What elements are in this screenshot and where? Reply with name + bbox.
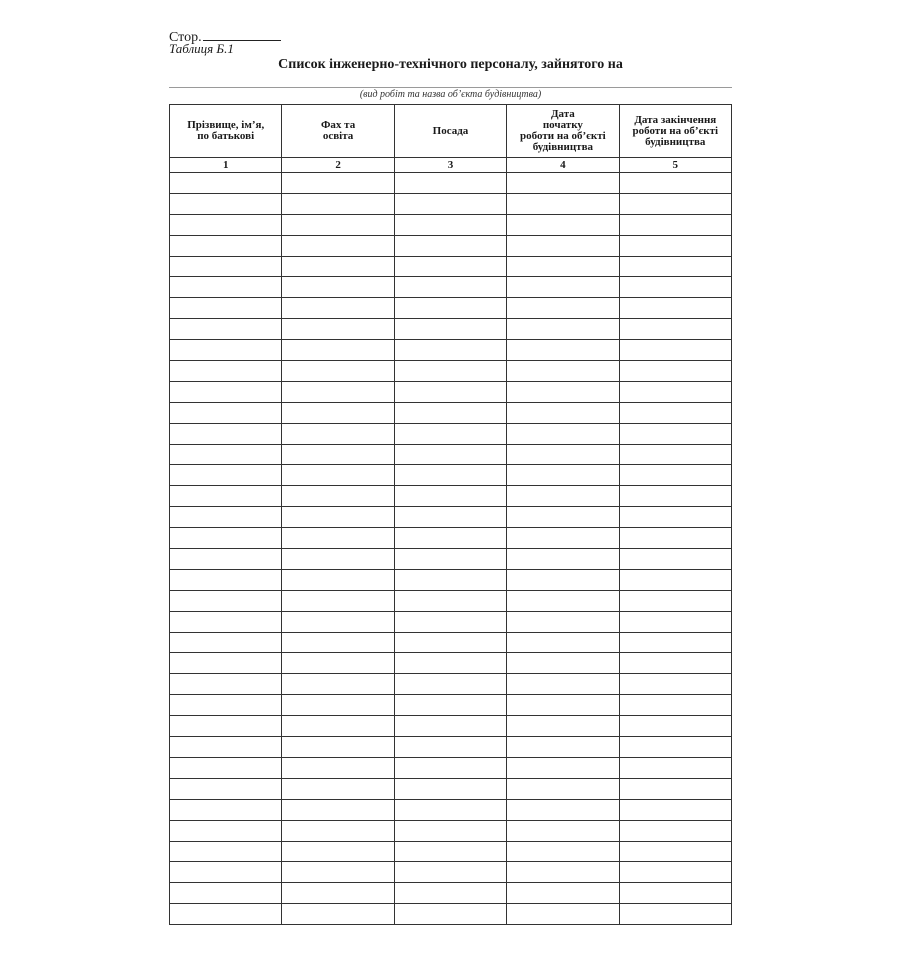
table-row [170, 632, 732, 653]
table-cell[interactable] [507, 423, 619, 444]
table-row [170, 716, 732, 737]
table-cell[interactable] [282, 319, 394, 340]
table-cell[interactable] [170, 193, 282, 214]
table-cell[interactable] [619, 486, 731, 507]
table-cell[interactable] [394, 862, 506, 883]
table-cell[interactable] [170, 465, 282, 486]
column-header-end-date: Дата закінчення роботи на об’єкті будівництва [619, 105, 731, 158]
table-row [170, 402, 732, 423]
table-cell[interactable] [394, 799, 506, 820]
table-cell[interactable] [282, 674, 394, 695]
table-cell[interactable] [170, 737, 282, 758]
table-cell[interactable] [282, 528, 394, 549]
table-cell[interactable] [507, 904, 619, 925]
table-cell[interactable] [282, 590, 394, 611]
table-row [170, 862, 732, 883]
table-cell[interactable] [282, 862, 394, 883]
table-cell[interactable] [282, 423, 394, 444]
column-number: 1 [170, 158, 282, 173]
table-cell[interactable] [394, 173, 506, 194]
table-cell[interactable] [619, 256, 731, 277]
table-cell[interactable] [394, 402, 506, 423]
table-cell[interactable] [282, 465, 394, 486]
table-row [170, 507, 732, 528]
table-cell[interactable] [170, 674, 282, 695]
table-cell[interactable] [619, 737, 731, 758]
table-row [170, 820, 732, 841]
table-cell[interactable] [282, 340, 394, 361]
table-cell[interactable] [170, 235, 282, 256]
table-row [170, 799, 732, 820]
table-cell[interactable] [619, 549, 731, 570]
table-cell[interactable] [282, 256, 394, 277]
table-cell[interactable] [282, 444, 394, 465]
table-cell[interactable] [507, 799, 619, 820]
table-cell[interactable] [619, 799, 731, 820]
table-cell[interactable] [282, 193, 394, 214]
column-header-specialty-education: Фах та освіта [282, 105, 394, 158]
table-cell[interactable] [507, 611, 619, 632]
table-cell[interactable] [170, 862, 282, 883]
table-cell[interactable] [507, 590, 619, 611]
table-cell[interactable] [394, 423, 506, 444]
table-cell[interactable] [619, 173, 731, 194]
table-cell[interactable] [394, 256, 506, 277]
table-cell[interactable] [282, 841, 394, 862]
table-cell[interactable] [170, 486, 282, 507]
table-cell[interactable] [619, 653, 731, 674]
table-row [170, 298, 732, 319]
table-header-row [170, 105, 732, 158]
table-cell[interactable] [619, 862, 731, 883]
table-cell[interactable] [394, 674, 506, 695]
table-cell[interactable] [507, 361, 619, 382]
table-cell[interactable] [507, 277, 619, 298]
table-cell[interactable] [507, 444, 619, 465]
table-row [170, 778, 732, 799]
table-cell[interactable] [507, 695, 619, 716]
table-row [170, 549, 732, 570]
table-reference: Таблиця Б.1 [169, 41, 234, 56]
table-cell[interactable] [170, 841, 282, 862]
table-cell[interactable] [282, 569, 394, 590]
table-cell[interactable] [282, 402, 394, 423]
table-cell[interactable] [170, 883, 282, 904]
table-cell[interactable] [282, 381, 394, 402]
table-cell[interactable] [170, 423, 282, 444]
table-cell[interactable] [170, 173, 282, 194]
table-cell[interactable] [170, 716, 282, 737]
table-cell[interactable] [282, 277, 394, 298]
table-cell[interactable] [619, 528, 731, 549]
table-cell[interactable] [394, 757, 506, 778]
page-number-blank[interactable] [203, 26, 281, 41]
table-cell[interactable] [619, 507, 731, 528]
table-cell[interactable] [507, 465, 619, 486]
table-cell[interactable] [170, 507, 282, 528]
table-cell[interactable] [282, 173, 394, 194]
table-cell[interactable] [619, 883, 731, 904]
table-cell[interactable] [619, 340, 731, 361]
table-cell[interactable] [394, 569, 506, 590]
table-cell[interactable] [507, 486, 619, 507]
table-cell[interactable] [619, 214, 731, 235]
column-number: 3 [394, 158, 506, 173]
table-cell[interactable] [507, 757, 619, 778]
table-cell[interactable] [282, 361, 394, 382]
table-cell[interactable] [394, 319, 506, 340]
table-row [170, 757, 732, 778]
table-cell[interactable] [282, 695, 394, 716]
table-cell[interactable] [507, 340, 619, 361]
table-cell[interactable] [394, 841, 506, 862]
table-cell[interactable] [507, 381, 619, 402]
table-cell[interactable] [170, 444, 282, 465]
table-cell[interactable] [507, 549, 619, 570]
table-cell[interactable] [170, 340, 282, 361]
table-row [170, 340, 732, 361]
table-row [170, 653, 732, 674]
table-cell[interactable] [507, 632, 619, 653]
table-cell[interactable] [619, 632, 731, 653]
table-cell[interactable] [282, 235, 394, 256]
table-cell[interactable] [619, 319, 731, 340]
table-row [170, 883, 732, 904]
table-row [170, 173, 732, 194]
table-row [170, 528, 732, 549]
table-cell[interactable] [619, 716, 731, 737]
table-cell[interactable] [170, 528, 282, 549]
table-cell[interactable] [507, 716, 619, 737]
column-number: 5 [619, 158, 731, 173]
table-cell[interactable] [507, 841, 619, 862]
table-cell[interactable] [507, 298, 619, 319]
column-header-full-name: Прізвище, ім’я, по батькові [170, 105, 282, 158]
table-cell[interactable] [507, 883, 619, 904]
table-cell[interactable] [507, 173, 619, 194]
table-cell[interactable] [394, 381, 506, 402]
table-row [170, 256, 732, 277]
table-cell[interactable] [282, 507, 394, 528]
table-cell[interactable] [507, 507, 619, 528]
table-cell[interactable] [394, 507, 506, 528]
staff-table [169, 104, 732, 925]
table-row [170, 465, 732, 486]
table-row [170, 695, 732, 716]
table-cell[interactable] [619, 298, 731, 319]
table-cell[interactable] [619, 904, 731, 925]
column-header-start-date: Дата початку роботи на об’єкті будівництва [507, 105, 619, 158]
table-cell[interactable] [394, 298, 506, 319]
table-cell[interactable] [282, 799, 394, 820]
table-row [170, 569, 732, 590]
table-cell[interactable] [170, 381, 282, 402]
table-row [170, 193, 732, 214]
work-type-fill-line[interactable] [169, 87, 732, 88]
table-cell[interactable] [394, 465, 506, 486]
table-cell[interactable] [619, 277, 731, 298]
table-cell[interactable] [619, 674, 731, 695]
table-cell[interactable] [282, 904, 394, 925]
table-cell[interactable] [282, 778, 394, 799]
table-row [170, 381, 732, 402]
table-cell[interactable] [394, 632, 506, 653]
table-row [170, 277, 732, 298]
table-cell[interactable] [282, 549, 394, 570]
table-cell[interactable] [619, 569, 731, 590]
table-cell[interactable] [170, 402, 282, 423]
table-cell[interactable] [507, 235, 619, 256]
table-row [170, 361, 732, 382]
table-cell[interactable] [394, 444, 506, 465]
table-cell[interactable] [619, 235, 731, 256]
table-row [170, 590, 732, 611]
table-cell[interactable] [282, 883, 394, 904]
table-row [170, 674, 732, 695]
table-cell[interactable] [170, 298, 282, 319]
table-cell[interactable] [170, 214, 282, 235]
table-cell[interactable] [507, 319, 619, 340]
table-cell[interactable] [619, 695, 731, 716]
table-cell[interactable] [170, 778, 282, 799]
table-cell[interactable] [619, 778, 731, 799]
table-cell[interactable] [619, 402, 731, 423]
table-cell[interactable] [170, 277, 282, 298]
table-cell[interactable] [507, 193, 619, 214]
table-row [170, 611, 732, 632]
table-cell[interactable] [394, 549, 506, 570]
table-cell[interactable] [394, 340, 506, 361]
document-title: Список інженерно-технічного персоналу, зайнятого на [278, 57, 623, 72]
page-number-label: Стор. [169, 30, 202, 45]
table-cell[interactable] [507, 214, 619, 235]
table-cell[interactable] [507, 778, 619, 799]
table-cell[interactable] [619, 590, 731, 611]
table-cell[interactable] [170, 549, 282, 570]
table-row [170, 319, 732, 340]
table-cell[interactable] [507, 737, 619, 758]
table-cell[interactable] [394, 820, 506, 841]
table-cell[interactable] [170, 904, 282, 925]
table-cell[interactable] [170, 590, 282, 611]
table-cell[interactable] [619, 423, 731, 444]
table-cell[interactable] [282, 737, 394, 758]
table-row [170, 235, 732, 256]
table-row [170, 737, 732, 758]
table-row [170, 841, 732, 862]
table-cell[interactable] [619, 381, 731, 402]
table-row [170, 486, 732, 507]
table-cell[interactable] [394, 528, 506, 549]
table-cell[interactable] [170, 799, 282, 820]
work-type-caption: (вид робіт та назва об’єкта будівництва) [359, 89, 542, 100]
table-cell[interactable] [170, 319, 282, 340]
table-cell[interactable] [394, 193, 506, 214]
table-cell[interactable] [170, 632, 282, 653]
table-cell[interactable] [394, 695, 506, 716]
table-cell[interactable] [282, 757, 394, 778]
table-cell[interactable] [619, 757, 731, 778]
table-cell[interactable] [170, 361, 282, 382]
table-cell[interactable] [619, 841, 731, 862]
column-number: 2 [282, 158, 394, 173]
table-cell[interactable] [170, 256, 282, 277]
table-cell[interactable] [394, 277, 506, 298]
table-cell[interactable] [170, 569, 282, 590]
table-cell[interactable] [394, 611, 506, 632]
table-cell[interactable] [619, 444, 731, 465]
table-cell[interactable] [394, 590, 506, 611]
table-cell[interactable] [282, 611, 394, 632]
table-cell[interactable] [170, 653, 282, 674]
table-row [170, 444, 732, 465]
table-cell[interactable] [507, 674, 619, 695]
table-cell[interactable] [507, 402, 619, 423]
table-cell[interactable] [170, 695, 282, 716]
table-cell[interactable] [394, 883, 506, 904]
table-cell[interactable] [507, 820, 619, 841]
table-cell[interactable] [619, 361, 731, 382]
table-cell[interactable] [394, 486, 506, 507]
table-cell[interactable] [282, 716, 394, 737]
table-cell[interactable] [394, 737, 506, 758]
table-row [170, 904, 732, 925]
table-row [170, 214, 732, 235]
table-cell[interactable] [282, 820, 394, 841]
table-cell[interactable] [507, 256, 619, 277]
table-cell[interactable] [394, 361, 506, 382]
table-cell[interactable] [619, 820, 731, 841]
table-cell[interactable] [619, 193, 731, 214]
table-cell[interactable] [619, 611, 731, 632]
table-cell[interactable] [282, 214, 394, 235]
table-cell[interactable] [282, 632, 394, 653]
table-cell[interactable] [507, 653, 619, 674]
table-cell[interactable] [394, 235, 506, 256]
table-cell[interactable] [170, 820, 282, 841]
column-number: 4 [507, 158, 619, 173]
table-cell[interactable] [507, 528, 619, 549]
table-row [170, 423, 732, 444]
table-cell[interactable] [507, 862, 619, 883]
table-cell[interactable] [282, 653, 394, 674]
table-cell[interactable] [507, 569, 619, 590]
table-cell[interactable] [394, 214, 506, 235]
table-cell[interactable] [170, 611, 282, 632]
column-header-position: Посада [394, 105, 506, 158]
table-cell[interactable] [282, 298, 394, 319]
table-cell[interactable] [394, 653, 506, 674]
column-number-row [170, 158, 732, 173]
table-cell[interactable] [170, 757, 282, 778]
table-cell[interactable] [282, 486, 394, 507]
table-cell[interactable] [394, 904, 506, 925]
table-cell[interactable] [619, 465, 731, 486]
table-cell[interactable] [394, 716, 506, 737]
table-cell[interactable] [394, 778, 506, 799]
